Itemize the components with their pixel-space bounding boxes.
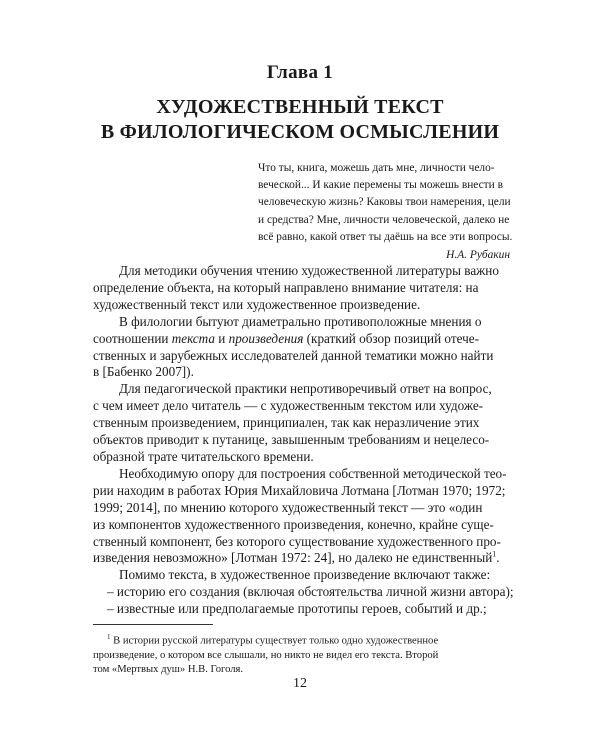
page-number: 12 (293, 676, 307, 691)
text-fragment: изведения невозможно» [Лотман 1972: 24], но далеко не единственный (93, 550, 493, 566)
text-line: Для методики обучения чтению художественной литературы важно (119, 263, 499, 278)
footnote-divider (93, 624, 213, 625)
list-item: – историю его создания (включая обстоятельства личной жизни автора); (107, 584, 514, 600)
footnote-reference[interactable]: 1 (492, 550, 497, 560)
text-fragment: . (496, 550, 500, 566)
chapter-label: Глава 1 (266, 62, 334, 83)
text-line: объектов приводит к путанице, завышенным требованиям и нецелесо- (93, 432, 490, 448)
epigraph-line: и средства? Мне, личности человеческой, далеко не (258, 213, 510, 226)
text-line: 1999; 2014], по мнению которого художественный текст — это «один (93, 499, 483, 515)
text-fragment: соотношении (93, 330, 172, 346)
text-line: Помимо текста, в художественное произведение включают также: (119, 567, 491, 583)
emphasis-term: текста (171, 330, 215, 346)
text-line: В филологии бытуют диаметрально противоположные мнения о (119, 313, 482, 329)
footnote-line: том «Мертвых душ» Н.В. Гоголя. (93, 663, 244, 675)
text-line: художественный текст или художественное произведение. (93, 296, 421, 312)
main-text (93, 263, 518, 618)
text-line: Необходимую опору для построения собственной методической тео- (119, 465, 507, 481)
chapter-title-line: В ФИЛОЛОГИЧЕСКОМ ОСМЫСЛЕНИИ (100, 121, 500, 143)
text-line: ственным произведением, принципиален, так как неразличение этих (93, 415, 480, 431)
epigraph (258, 160, 513, 264)
epigraph-line: всё равно, какой ответ ты даёшь на все эти вопросы. (258, 230, 513, 243)
epigraph-line: веческой... И какие перемены ты можешь внести в (258, 179, 503, 192)
text-fragment: и (214, 330, 229, 346)
text-line: образной трате читательского времени. (93, 448, 314, 464)
text-line: с чем имеет дело читатель — с художественным текстом или художе- (93, 398, 484, 414)
footnote-line (93, 630, 518, 649)
chapter-title-line: ХУДОЖЕСТВЕННЫЙ ТЕКСТ (156, 96, 444, 118)
text-line: из компонентов художественного произведения, конечно, крайне суще- (93, 516, 494, 532)
text-line: ственных и зарубежных исследователей данной тематики можно найти (93, 347, 494, 363)
text-line: ственный компонент, без которого существование художественного про- (93, 533, 501, 549)
footnote-mark: 1 (107, 633, 111, 641)
text-line: рии находим в работах Юрия Михайловича Лотмана [Лотман 1970; 1972; (93, 482, 506, 498)
text-line (93, 331, 518, 348)
chapter-title (0, 95, 600, 145)
footnote-line: произведение, о котором все слышали, но никто не видел его текста. Второй (93, 649, 439, 661)
emphasis-term: произведения (228, 330, 304, 346)
text-fragment: (краткий обзор позиций отече- (303, 330, 480, 346)
text-line: Для педагогической практики непротиворечивый ответ на вопрос, (119, 381, 492, 397)
epigraph-author: Н.А. Рубакин (446, 249, 510, 262)
footnote-text: В истории русской литературы существует только одно художественное (110, 635, 439, 647)
list-item: – известные или предполагаемые прототипы героев, событий и др.; (107, 601, 487, 617)
epigraph-line: Что ты, книга, можешь дать мне, личности чело- (258, 162, 495, 174)
text-line: в [Бабенко 2007]). (93, 364, 194, 380)
text-line (93, 550, 518, 567)
footnote (93, 630, 518, 677)
text-line: определение объекта, на который направлено внимание читателя: на (93, 279, 479, 295)
epigraph-line: человеческую жизнь? Каковы твои намерения, цели (258, 196, 511, 209)
